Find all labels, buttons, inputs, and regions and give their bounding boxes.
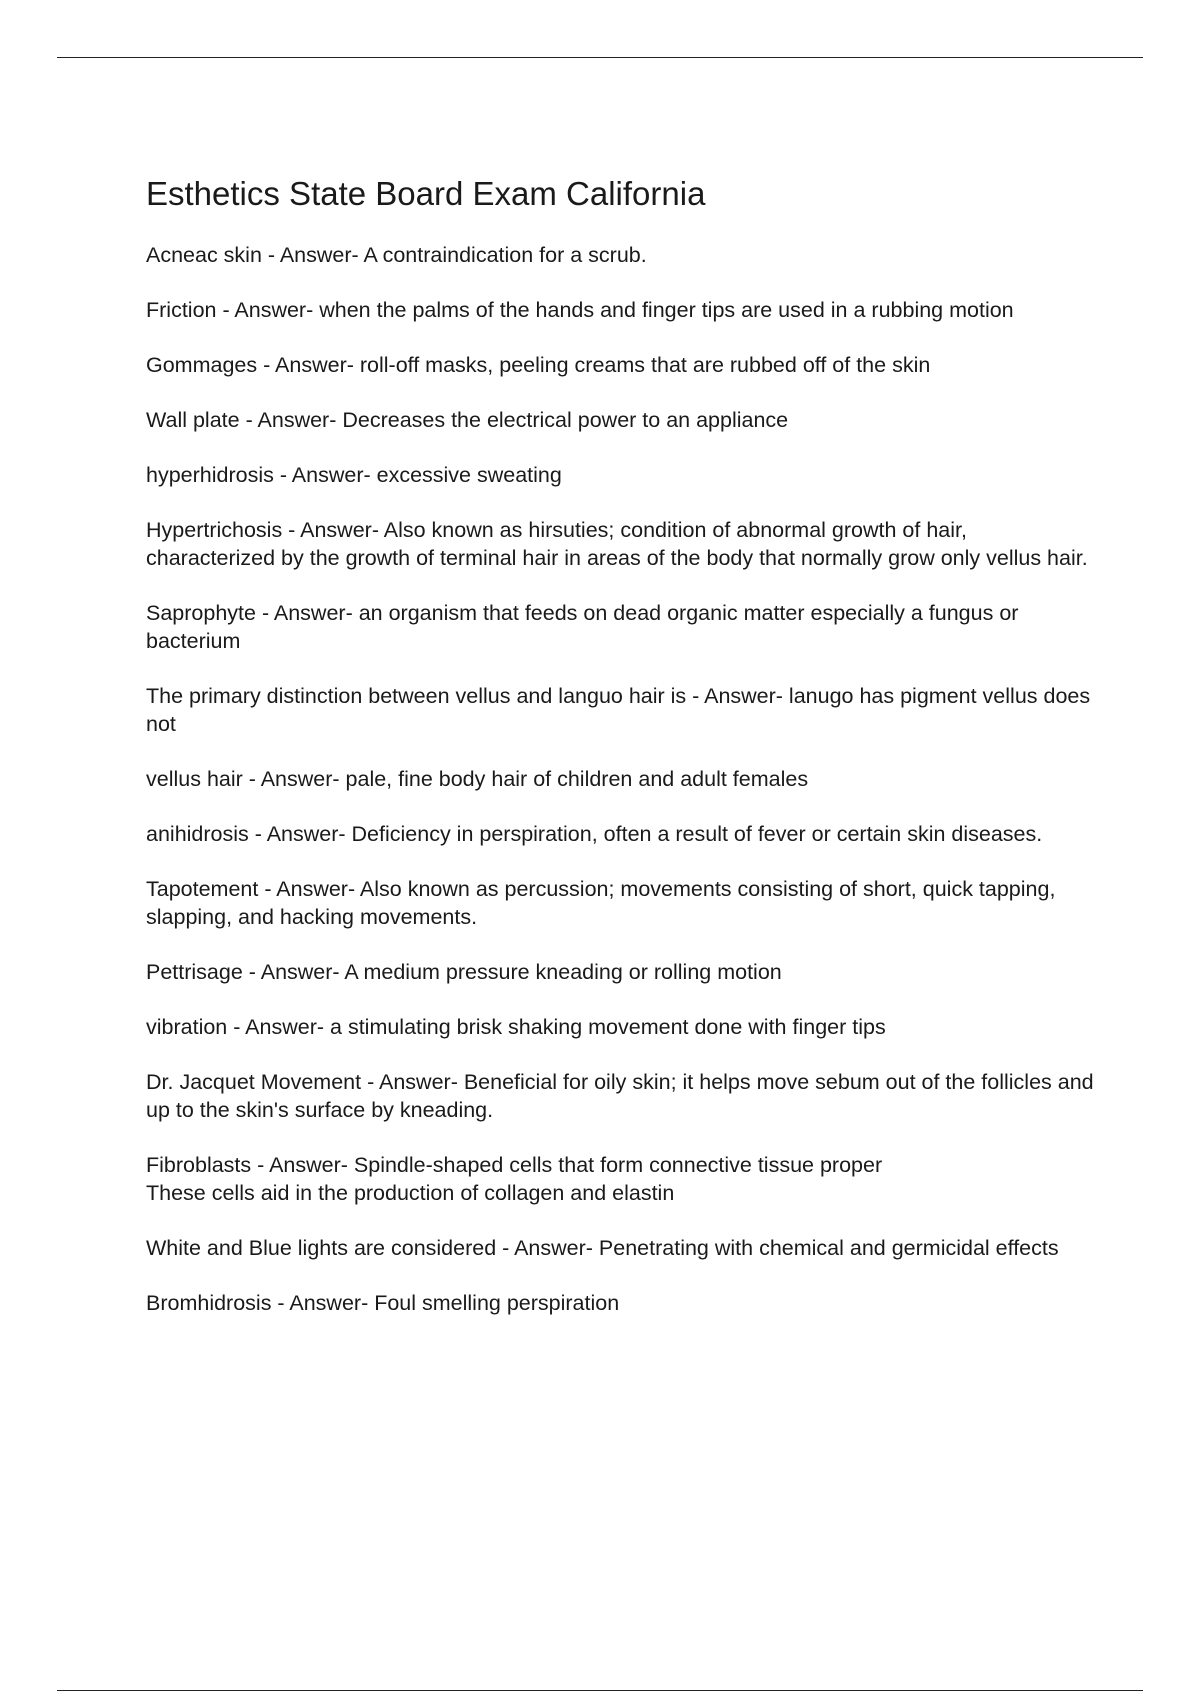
qa-entry: vibration - Answer- a stimulating brisk shaking movement done with finger tips [146, 1015, 886, 1039]
qa-entry: Wall plate - Answer- Decreases the electrical power to an appliance [146, 408, 789, 432]
qa-entry: Tapotement - Answer- Also known as percussion; movements consisting of short, quick tapping, slapping, and hacking movements. [146, 877, 1056, 929]
qa-entry: The primary distinction between vellus and languo hair is - Answer- lanugo has pigment vellus does not [146, 684, 1091, 736]
qa-entry: anihidrosis - Answer- Deficiency in perspiration, often a result of fever or certain skin diseases. [146, 822, 1043, 846]
footer-rule [57, 1690, 1143, 1691]
qa-entry: Hypertrichosis - Answer- Also known as hirsuties; condition of abnormal growth of hair, characterized by the growth of terminal hair in areas of the body that normally grow only vellus hair. [146, 518, 1088, 570]
qa-entry: vellus hair - Answer- pale, fine body hair of children and adult females [146, 767, 809, 791]
document-title: Esthetics State Board Exam California [146, 175, 706, 212]
document-body [146, 172, 1096, 1344]
qa-entry: White and Blue lights are considered - Answer- Penetrating with chemical and germicidal effects [146, 1236, 1059, 1260]
header-rule [57, 57, 1143, 58]
qa-entry: Dr. Jacquet Movement - Answer- Beneficial for oily skin; it helps move sebum out of the follicles and up to the skin's surface by kneading. [146, 1070, 1094, 1122]
qa-entry: Friction - Answer- when the palms of the hands and finger tips are used in a rubbing motion [146, 298, 1014, 322]
qa-entry: Saprophyte - Answer- an organism that feeds on dead organic matter especially a fungus or bacterium [146, 601, 1019, 653]
qa-entry: Bromhidrosis - Answer- Foul smelling perspiration [146, 1291, 620, 1315]
qa-entry: Fibroblasts - Answer- Spindle-shaped cells that form connective tissue proper These cells aid in the production of collagen and elastin [146, 1153, 883, 1205]
qa-entry: Acneac skin - Answer- A contraindication for a scrub. [146, 243, 647, 267]
qa-entry: Pettrisage - Answer- A medium pressure kneading or rolling motion [146, 960, 782, 984]
qa-entry: hyperhidrosis - Answer- excessive sweating [146, 463, 562, 487]
qa-list [146, 241, 1096, 1317]
qa-entry: Gommages - Answer- roll-off masks, peeling creams that are rubbed off of the skin [146, 353, 931, 377]
